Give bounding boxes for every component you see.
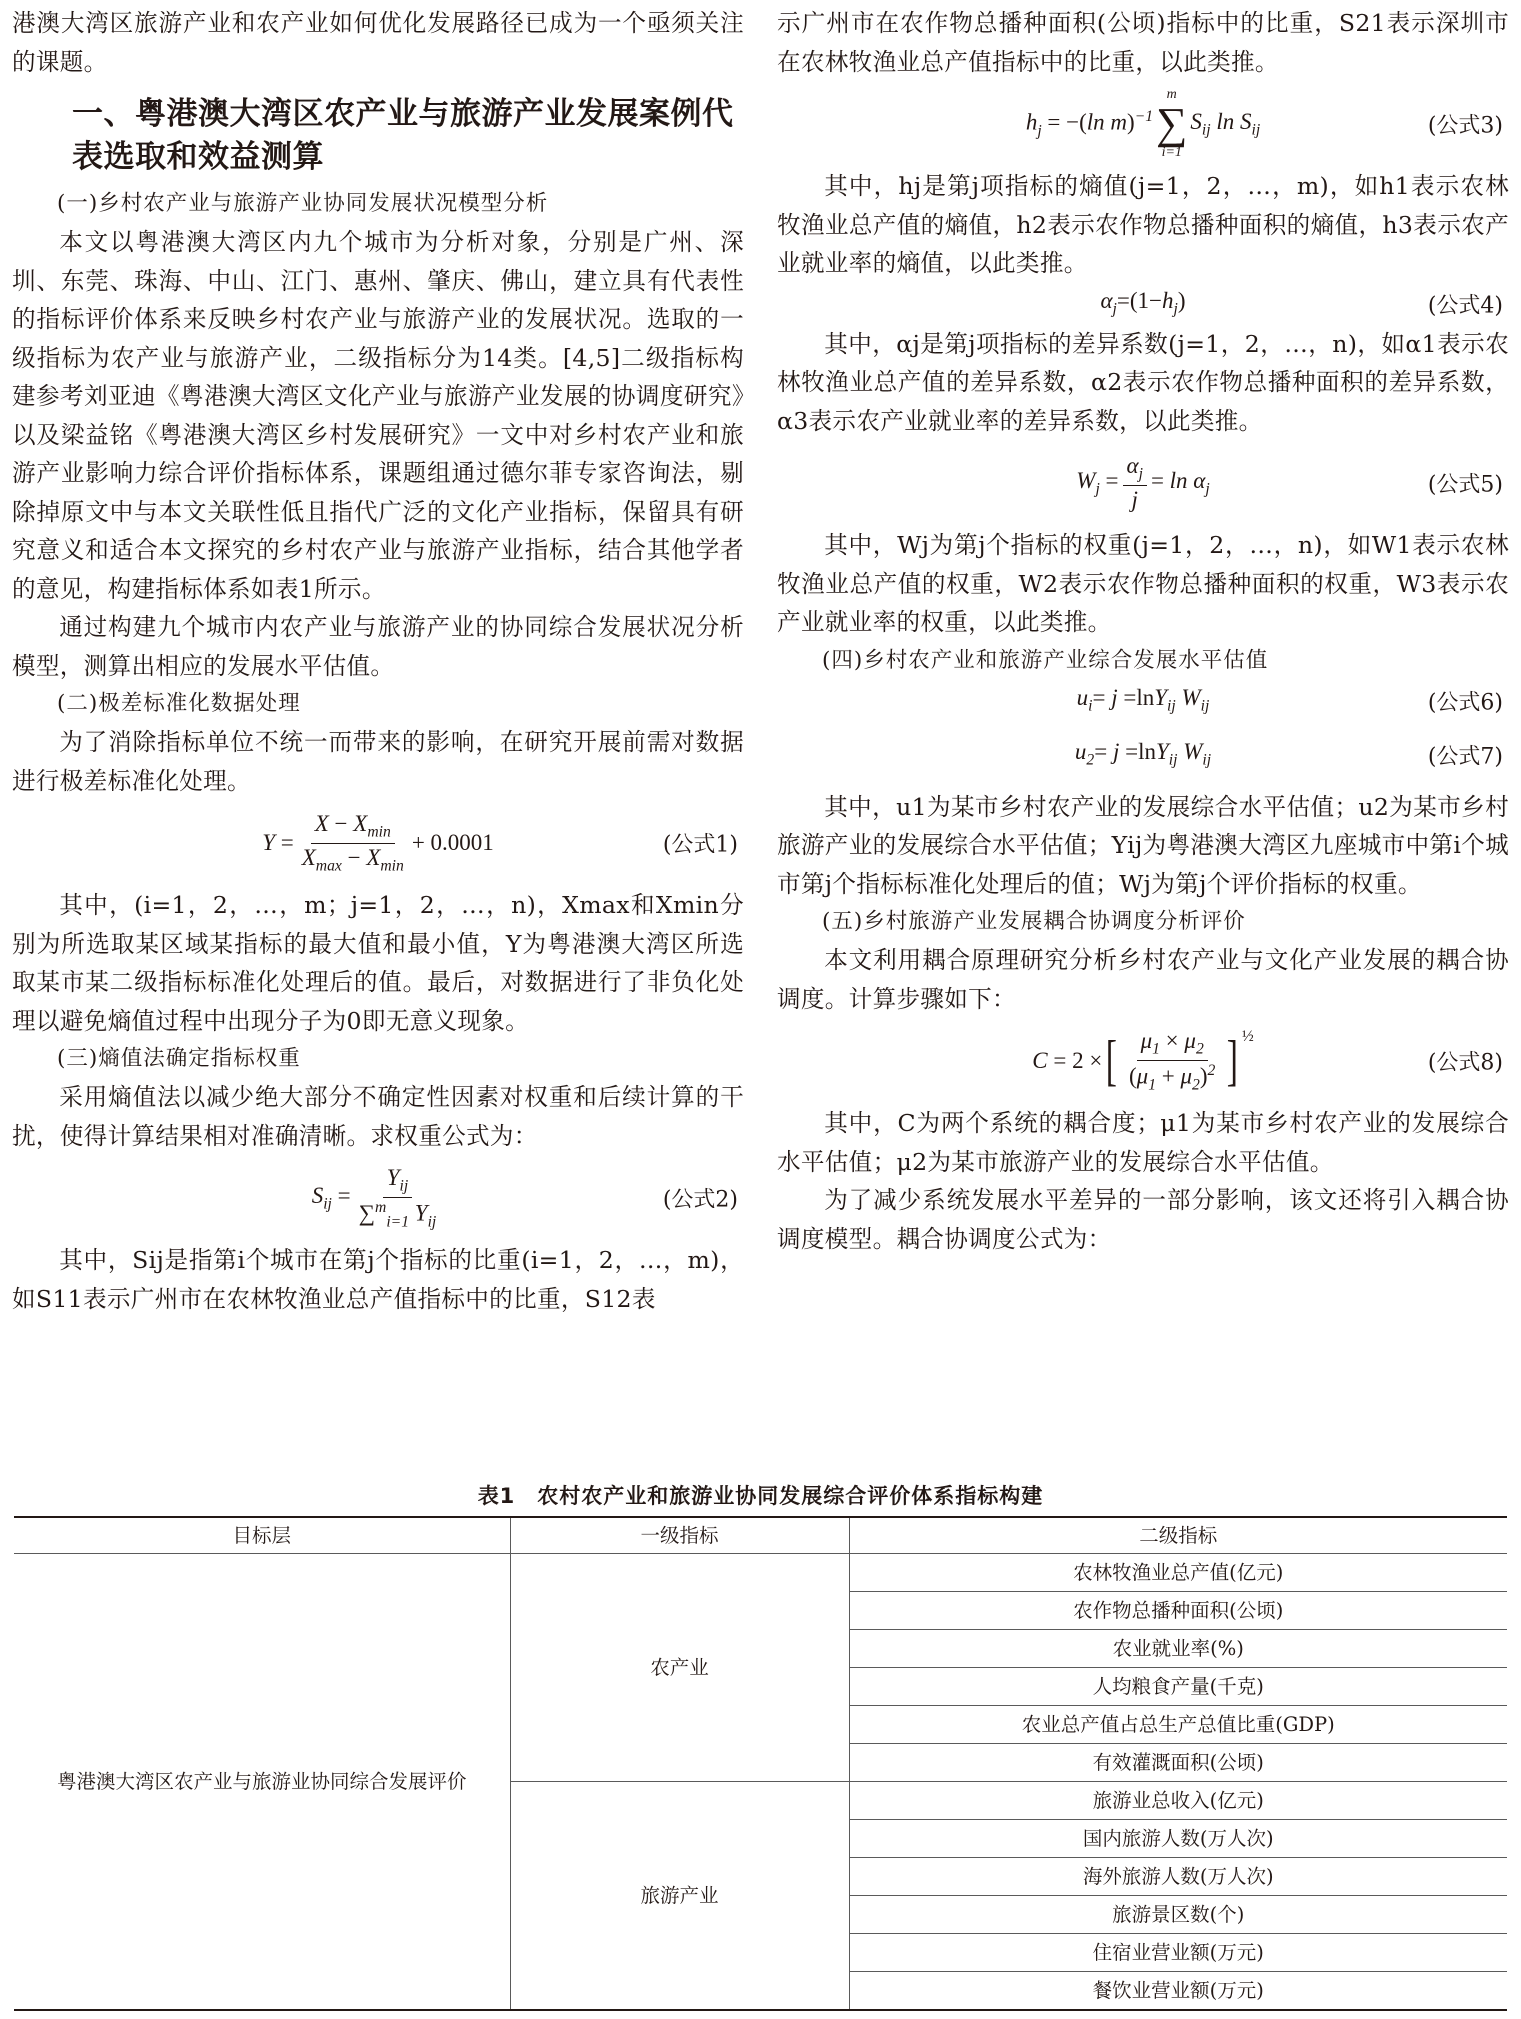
paragraph: 采用熵值法以减少绝大部分不确定性因素对权重和后续计算的干扰，使得计算结果相对准确清晰。求权重公式为：	[12, 1083, 744, 1150]
level2-cell: 农作物总播种面积(公顷)	[849, 1592, 1507, 1630]
formula-number: (公式3)	[1427, 113, 1503, 139]
goal-cell: 粤港澳大湾区农产业与旅游业协同综合发展评价	[14, 1554, 510, 2011]
subsection-heading: (五)乡村旅游产业发展耦合协调度分析评价	[822, 909, 1246, 934]
formula-2: $S_{ij}$ = $\frac{Y_{ij}}{\sum^m_{i=1} Y_{ij}}$ (公式2)	[311, 1165, 738, 1230]
paragraph: 通过构建九个城市内农产业与旅游产业的协同综合发展状况分析模型，测算出相应的发展水平估值。	[12, 613, 744, 680]
level2-cell: 有效灌溉面积(公顷)	[849, 1744, 1507, 1782]
formula-3: $h_j = -(\ln$ m)$^{-1}$ m ∑ i=1 $S_{ij}$ $\ln S_{ij}$ (公式3)	[1025, 87, 1503, 160]
formula-4: $\alpha_j=(1-h_j)$ (公式4)	[1100, 288, 1503, 318]
header-cell-level1: 一级指标	[510, 1517, 849, 1554]
paragraph: 本文以粤港澳大湾区内九个城市为分析对象，分别是广州、深圳、东莞、珠海、中山、江门、惠州、肇庆、佛山，建立具有代表性的指标评价体系来反映乡村农产业与旅游产业的发展状况。选取的一级指标为农产业与旅游产业，二级指标分为14类。[4,5]二级指标构建参考刘亚迪《粤港澳大湾区文化产业与旅游产业发展的协调度研究》以及梁益铭《粤港澳大湾区乡村发展研究》一文中对乡村农产业和旅游产业影响力综合评价指标体系，课题组通过德尔菲专家咨询法，剔除掉原文中与本文关联性低且指代广泛的文化产业指标，保留具有研究意义和适合本文探究的乡村农产业与旅游产业指标，结合其他学者的意见，构建指标体系如表1所示。	[12, 228, 744, 603]
paragraph: 其中，αj是第j项指标的差异系数(j=1，2，…，n)，如α1表示农林牧渔业总产值的差异系数，α2表示农作物总播种面积的差异系数，α3表示农产业就业率的差异系数，以此类推。	[777, 329, 1509, 435]
subsection-heading: (四)乡村农产业和旅游产业综合发展水平估值	[822, 647, 1269, 673]
table-row	[14, 1554, 1507, 1592]
paragraph: 港澳大湾区旅游产业和农产业如何优化发展路径已成为一个亟须关注的课题。	[12, 9, 744, 76]
table-caption: 表1 农村农产业和旅游业协同发展综合评价体系指标构建	[477, 1484, 1044, 1508]
level2-cell: 农业总产值占总生产总值比重(GDP)	[849, 1706, 1507, 1744]
paragraph: 为了减少系统发展水平差异的一部分影响，该文还将引入耦合协调度模型。耦合协调度公式为：	[777, 1186, 1509, 1253]
subsection-heading: (一)乡村农产业与旅游产业协同发展状况模型分析	[57, 191, 549, 216]
paragraph: 其中，(i=1，2，…，m；j=1，2，…，n)，Xmax和Xmin分别为所选取某区域某指标的最大值和最小值，Y为粤港澳大湾区所选取某市某二级指标标准化处理后的值。最后，对数据进行了非负化处理以避免熵值过程中出现分子为0即无意义现象。	[12, 891, 744, 1035]
formula-5: $W_j$ = $\frac{\alpha_j}{j}$ = $\ln \alpha_j$ (公式5)	[1076, 453, 1503, 512]
paragraph: 其中，Wj为第j个指标的权重(j=1，2，…，n)，如W1表示农林牧渔业总产值的权重，W2表示农作物总播种面积的权重，W3表示农产业就业率的权重，以此类推。	[777, 531, 1509, 636]
right-column	[777, 4, 1509, 1258]
paragraph: 示广州市在农作物总播种面积(公顷)指标中的比重，S21表示深圳市在农林牧渔业总产值指标中的比重，以此类推。	[777, 9, 1509, 76]
level2-cell: 农林牧渔业总产值(亿元)	[849, 1554, 1507, 1592]
left-column	[12, 4, 744, 1318]
formula-1: Y = $\frac{X - X_{min}}{X_{max} - X_{min}}$ + 0.0001 (公式1)	[262, 810, 738, 875]
level2-cell: 餐饮业营业额(万元)	[849, 1972, 1507, 2011]
level1-cell: 旅游产业	[510, 1782, 849, 2011]
formula-6: $u_i= j =\ln Y_{ij}$ $W_{ij}$ (公式6)	[1076, 685, 1503, 715]
formula-8: C = 2 × [ $\frac{\mu_1 \times \mu_2}{(\mu_1 + \mu_2)^2}$ ] $^{\frac{1}{2}}$ (公式8)	[1032, 1028, 1503, 1093]
level1-cell: 农产业	[510, 1554, 849, 1782]
formula-number: (公式7)	[1427, 744, 1503, 769]
paragraph: 其中，u1为某市乡村农产业的发展综合水平估值；u2为某市乡村旅游产业的发展综合水平估值；Yij为粤港澳大湾区九座城市中第i个城市第j个指标标准化处理后的值；Wj为第j个评价指标的权重。	[777, 792, 1509, 898]
formula-7: $u_2= j =\ln Y_{ij}$ $W_{ij}$ (公式7)	[1074, 739, 1503, 769]
formula-number: (公式1)	[662, 832, 738, 858]
level2-cell: 海外旅游人数(万人次)	[849, 1858, 1507, 1896]
formula-number: (公式5)	[1427, 472, 1503, 498]
level2-cell: 旅游业总收入(亿元)	[849, 1782, 1507, 1820]
paragraph: 其中，Sij是指第i个城市在第j个指标的比重(i=1，2，…，m)，如S11表示广州市在农林牧渔业总产值指标中的比重，S12表	[12, 1246, 744, 1313]
level2-cell: 人均粮食产量(千克)	[849, 1668, 1507, 1706]
subsection-heading: (二)极差标准化数据处理	[57, 691, 301, 716]
formula-number: (公式4)	[1427, 293, 1503, 318]
subsection-heading: (三)熵值法确定指标权重	[57, 1046, 301, 1071]
level2-cell: 住宿业营业额(万元)	[849, 1934, 1507, 1972]
header-cell-level2: 二级指标	[849, 1517, 1507, 1554]
paragraph: 本文利用耦合原理研究分析乡村农产业与文化产业发展的耦合协调度。计算步骤如下：	[777, 946, 1509, 1013]
formula-number: (公式8)	[1427, 1050, 1503, 1076]
formula-number: (公式2)	[662, 1187, 738, 1213]
level2-cell: 旅游景区数(个)	[849, 1896, 1507, 1934]
level2-cell: 农业就业率(%)	[849, 1630, 1507, 1668]
paragraph: 其中，C为两个系统的耦合度；μ1为某市乡村农产业的发展综合水平估值；μ2为某市旅游产业的发展综合水平估值。	[777, 1109, 1509, 1176]
paragraph: 其中，hj是第j项指标的熵值(j=1，2，…，m)，如h1表示农林牧渔业总产值的熵值，h2表示农作物总播种面积的熵值，h3表示农产业就业率的熵值，以此类推。	[777, 172, 1509, 277]
formula-number: (公式6)	[1427, 690, 1503, 715]
indicator-table	[14, 1516, 1507, 2011]
table-header-row	[14, 1517, 1507, 1554]
section-heading: 一、粤港澳大湾区农产业与旅游产业发展案例代表选取和效益测算	[72, 96, 734, 175]
level2-cell: 国内旅游人数(万人次)	[849, 1820, 1507, 1858]
paragraph: 为了消除指标单位不统一而带来的影响，在研究开展前需对数据进行极差标准化处理。	[12, 728, 744, 795]
header-cell-goal: 目标层	[14, 1517, 510, 1554]
